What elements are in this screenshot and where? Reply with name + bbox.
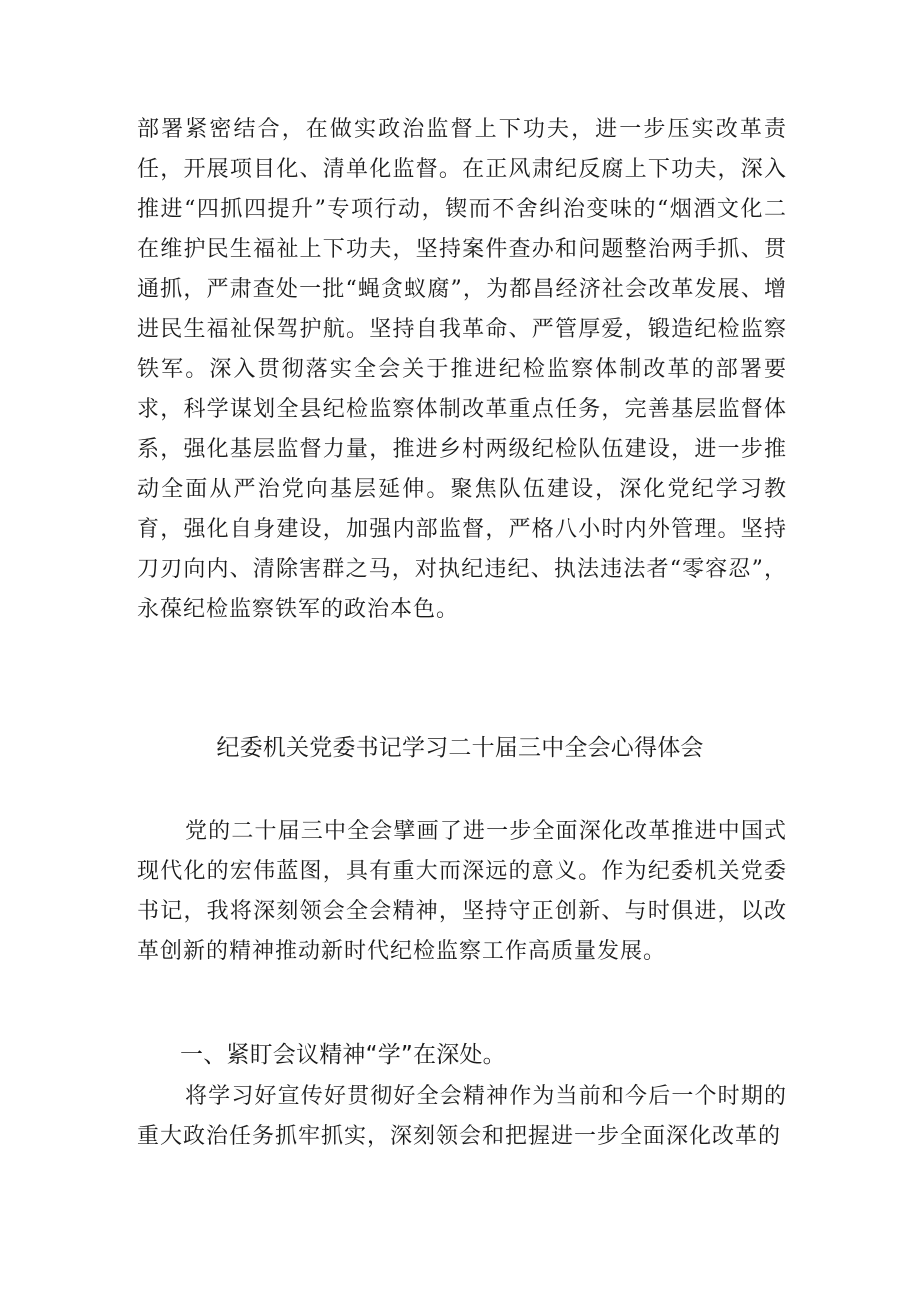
document-title: 纪委机关党委书记学习二十届三中全会心得体会 (216, 735, 704, 761)
section-1-paragraph: 将学习好宣传好贯彻好全会精神作为当前和今后一个时期的重大政治任务抓牢抓实，深刻领会和把握进一步全面深化改革的 (137, 1084, 787, 1149)
continuation-paragraph: 部署紧密结合，在做实政治监督上下功夫，进一步压实改革责任，开展项目化、清单化监督。在正风肃纪反腐上下功夫，深入推进“四抓四提升”专项行动，锲而不舍纠治变味的“烟酒文化二在维护民生福祉上下功夫，坚持案件查办和问题整治两手抓、贯通抓，严肃查处一批“蝇贪蚁腐”，为都昌经济社会改革发展、增进民生福祉保驾护航。坚持自我革命、严管厚爱，锻造纪检监察铁军。深入贯彻落实全会关于推进纪检监察体制改革的部署要求，科学谋划全县纪检监察体制改革重点任务，完善基层监督体系，强化基层监督力量，推进乡村两级纪检队伍建设，进一步推动全面从严治党向基层延伸。聚焦队伍建设，深化党纪学习教育，强化自身建设，加强内部监督，严格八小时内外管理。坚持刀刃向内、清除害群之马，对执纪违纪、执法违法者“零容忍”，永葆纪检监察铁军的政治本色。 (137, 117, 787, 622)
intro-paragraph: 党的二十届三中全会擘画了进一步全面深化改革推进中国式现代化的宏伟蓝图，具有重大而深远的意义。作为纪委机关党委书记，我将深刻领会全会精神，坚持守正创新、与时俱进，以改革创新的精神推动新时代纪检监察工作高质量发展。 (137, 819, 787, 964)
section-1-heading: 一、紧盯会议精神“学”在深处。 (180, 1042, 506, 1068)
